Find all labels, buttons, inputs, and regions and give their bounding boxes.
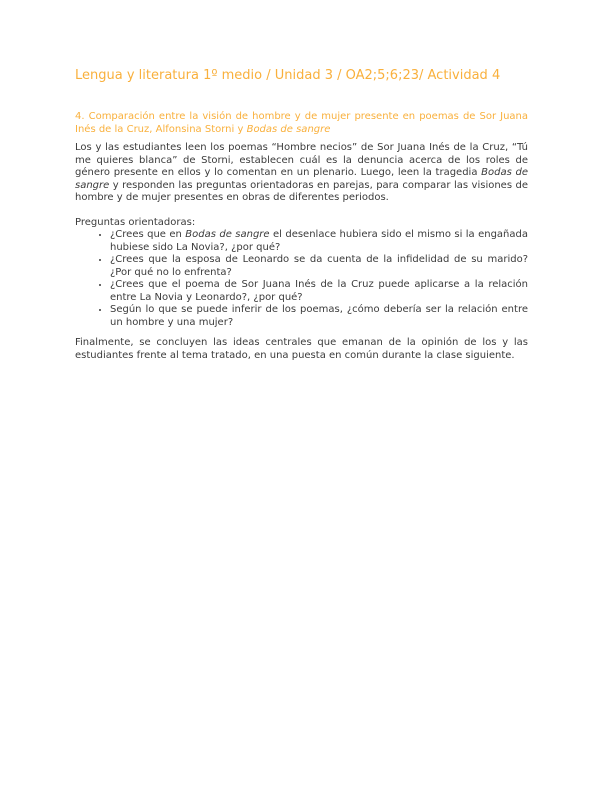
text-segment: ¿Crees que en (110, 229, 186, 240)
questions-label: Preguntas orientadoras: (75, 216, 196, 228)
activity-heading (75, 111, 528, 136)
text-segment: Según lo que se puede inferir de los poemas, ¿cómo debería ser la relación entre un hombre y una mujer? (110, 304, 528, 328)
closing-paragraph: Finalmente, se concluyen las ideas centrales que emanan de la opinión de los y las estudiantes frente al tema tratado, en una puesta en común durante la clase siguiente. (75, 337, 528, 361)
text-segment: Bodas de sangre (75, 167, 528, 191)
text-segment: 4. Comparación entre la visión de hombre y de mujer presente en poemas de Sor Juana Inés de la Cruz, Alfonsina Storni y (75, 111, 528, 135)
text-segment: Bodas de sangre (185, 229, 270, 240)
document-title: Lengua y literatura 1º medio / Unidad 3 / OA2;5;6;23/ Actividad 4 (75, 68, 501, 83)
text-segment: y responden las preguntas orientadoras en parejas, para comparar las visiones de hombre y de mujer presentes en obras de diferentes periodos. (75, 179, 528, 203)
text-segment: Bodas de sangre (246, 123, 331, 135)
questions-list (75, 229, 528, 329)
question-item (110, 229, 528, 254)
question-item (110, 279, 528, 304)
text-segment: ¿Crees que la esposa de Leonardo se da cuenta de la infidelidad de su marido? ¿Por qué no lo enfrenta? (110, 254, 528, 278)
text-segment: el desenlace hubiera sido el mismo si la engañada hubiese sido La Novia?, ¿por qué? (110, 229, 529, 253)
intro-paragraph (75, 142, 528, 205)
text-segment: Los y las estudiantes leen los poemas “Hombre necios” de Sor Juana Inés de la Cruz, “Tú me quieres blanca” de Storni, establecen cuál es la denuncia acerca de los roles de género presente en ellos y lo comentan en un plenario. Luego, leen la tragedia (75, 142, 528, 178)
question-item (110, 304, 528, 329)
document-content (75, 68, 528, 362)
text-segment: ¿Crees que el poema de Sor Juana Inés de la Cruz puede aplicarse a la relación entre La Novia y Leonardo?, ¿por qué? (110, 279, 528, 303)
question-item (110, 254, 528, 279)
